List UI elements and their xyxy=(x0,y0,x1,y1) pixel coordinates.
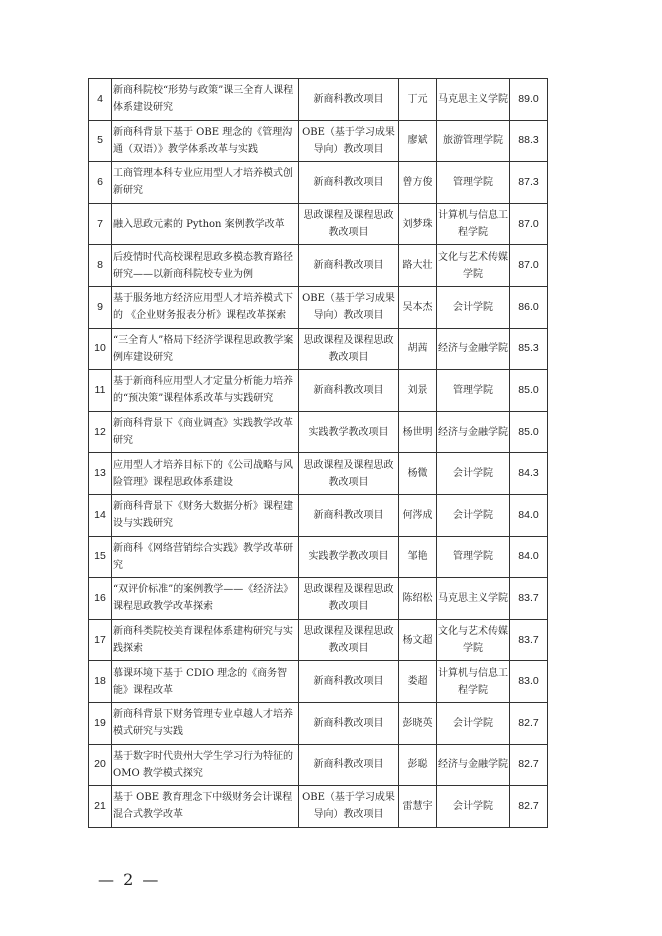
project-title: 融入思政元素的 Python 案例教学改革 xyxy=(112,203,299,245)
score: 84.0 xyxy=(510,536,548,578)
project-leader: 杨世明 xyxy=(399,411,437,453)
project-type: 新商科教改项目 xyxy=(299,744,399,786)
college-name: 文化与艺术传媒学院 xyxy=(437,245,510,287)
score: 82.7 xyxy=(510,786,548,828)
table-row xyxy=(89,328,548,370)
row-number: 4 xyxy=(89,79,112,121)
score: 86.0 xyxy=(510,286,548,328)
project-title: 新商科背景下财务管理专业卓越人才培养模式研究与实践 xyxy=(112,702,299,744)
project-title: 新商科《网络营销综合实践》教学改革研究 xyxy=(112,536,299,578)
table-row xyxy=(89,536,548,578)
project-type: 新商科教改项目 xyxy=(299,370,399,412)
project-title: “三全育人”格局下经济学课程思政教学案例库建设研究 xyxy=(112,328,299,370)
table-row xyxy=(89,120,548,162)
table-row xyxy=(89,245,548,287)
college-name: 马克思主义学院 xyxy=(437,578,510,620)
college-name: 会计学院 xyxy=(437,494,510,536)
row-number: 18 xyxy=(89,661,112,703)
project-leader: 廖斌 xyxy=(399,120,437,162)
score: 83.7 xyxy=(510,619,548,661)
score: 89.0 xyxy=(510,79,548,121)
project-type: 实践教学教改项目 xyxy=(299,536,399,578)
college-name: 管理学院 xyxy=(437,162,510,204)
project-table-body xyxy=(89,79,548,828)
score: 84.0 xyxy=(510,494,548,536)
row-number: 5 xyxy=(89,120,112,162)
project-title: 基于新商科应用型人才定量分析能力培养的“预决策”课程体系改革与实践研究 xyxy=(112,370,299,412)
project-leader: 杨微 xyxy=(399,453,437,495)
project-leader: 路大壮 xyxy=(399,245,437,287)
row-number: 19 xyxy=(89,702,112,744)
project-type: 新商科教改项目 xyxy=(299,702,399,744)
project-title: 新商科背景下《财务大数据分析》课程建设与实践研究 xyxy=(112,494,299,536)
score: 85.3 xyxy=(510,328,548,370)
project-type: 新商科教改项目 xyxy=(299,79,399,121)
project-leader: 娄超 xyxy=(399,661,437,703)
table-row xyxy=(89,162,548,204)
project-type: 思政课程及课程思政教改项目 xyxy=(299,578,399,620)
table-row xyxy=(89,370,548,412)
college-name: 会计学院 xyxy=(437,453,510,495)
row-number: 6 xyxy=(89,162,112,204)
row-number: 13 xyxy=(89,453,112,495)
project-title: 基于数字时代贵州大学生学习行为特征的OMO 教学模式探究 xyxy=(112,744,299,786)
row-number: 21 xyxy=(89,786,112,828)
college-name: 马克思主义学院 xyxy=(437,79,510,121)
project-title: 慕课环境下基于 CDIO 理念的《商务智能》课程改革 xyxy=(112,661,299,703)
project-title: 新商科背景下《商业调查》实践教学改革研究 xyxy=(112,411,299,453)
college-name: 文化与艺术传媒学院 xyxy=(437,619,510,661)
project-leader: 邹艳 xyxy=(399,536,437,578)
row-number: 7 xyxy=(89,203,112,245)
score: 87.0 xyxy=(510,203,548,245)
score: 85.0 xyxy=(510,370,548,412)
project-leader: 刘景 xyxy=(399,370,437,412)
project-type: 思政课程及课程思政教改项目 xyxy=(299,453,399,495)
project-leader: 曾方俊 xyxy=(399,162,437,204)
project-type: 思政课程及课程思政教改项目 xyxy=(299,328,399,370)
project-leader: 胡茜 xyxy=(399,328,437,370)
row-number: 8 xyxy=(89,245,112,287)
project-type: 新商科教改项目 xyxy=(299,245,399,287)
row-number: 17 xyxy=(89,619,112,661)
college-name: 旅游管理学院 xyxy=(437,120,510,162)
project-title: “双评价标准”的案例教学——《经济法》课程思政教学改革探索 xyxy=(112,578,299,620)
row-number: 12 xyxy=(89,411,112,453)
row-number: 20 xyxy=(89,744,112,786)
project-type: 新商科教改项目 xyxy=(299,494,399,536)
college-name: 经济与金融学院 xyxy=(437,328,510,370)
project-title: 应用型人才培养目标下的《公司战略与风险管理》课程思政体系建设 xyxy=(112,453,299,495)
page-number: — 2 — xyxy=(98,870,161,889)
row-number: 15 xyxy=(89,536,112,578)
score: 88.3 xyxy=(510,120,548,162)
college-name: 会计学院 xyxy=(437,786,510,828)
row-number: 11 xyxy=(89,370,112,412)
row-number: 10 xyxy=(89,328,112,370)
project-type: OBE（基于学习成果导向）教改项目 xyxy=(299,786,399,828)
project-leader: 彭晓英 xyxy=(399,702,437,744)
project-type: 新商科教改项目 xyxy=(299,162,399,204)
score: 85.0 xyxy=(510,411,548,453)
table-row xyxy=(89,494,548,536)
table-row xyxy=(89,744,548,786)
project-title: 基于服务地方经济应用型人才培养模式下的 《企业财务报表分析》课程改革探索 xyxy=(112,286,299,328)
project-table xyxy=(88,78,548,828)
score: 83.7 xyxy=(510,578,548,620)
project-leader: 刘梦珠 xyxy=(399,203,437,245)
project-leader: 吴本杰 xyxy=(399,286,437,328)
table-row xyxy=(89,411,548,453)
project-type: 实践教学教改项目 xyxy=(299,411,399,453)
row-number: 9 xyxy=(89,286,112,328)
college-name: 管理学院 xyxy=(437,536,510,578)
college-name: 经济与金融学院 xyxy=(437,744,510,786)
project-type: 思政课程及课程思政教改项目 xyxy=(299,203,399,245)
college-name: 计算机与信息工程学院 xyxy=(437,203,510,245)
table-row xyxy=(89,661,548,703)
project-leader: 杨文超 xyxy=(399,619,437,661)
table-row xyxy=(89,578,548,620)
score: 82.7 xyxy=(510,744,548,786)
table-row xyxy=(89,702,548,744)
college-name: 管理学院 xyxy=(437,370,510,412)
project-title: 新商科院校“形势与政策”课三全育人课程体系建设研究 xyxy=(112,79,299,121)
project-type: OBE（基于学习成果导向）教改项目 xyxy=(299,120,399,162)
score: 87.3 xyxy=(510,162,548,204)
project-leader: 何涔成 xyxy=(399,494,437,536)
table-row xyxy=(89,619,548,661)
project-title: 工商管理本科专业应用型人才培养模式创新研究 xyxy=(112,162,299,204)
project-title: 后疫情时代高校课程思政多模态教育路径研究——以新商科院校专业为例 xyxy=(112,245,299,287)
project-title: 新商科类院校美育课程体系建构研究与实践探索 xyxy=(112,619,299,661)
table-row xyxy=(89,79,548,121)
project-type: 新商科教改项目 xyxy=(299,661,399,703)
college-name: 会计学院 xyxy=(437,286,510,328)
row-number: 16 xyxy=(89,578,112,620)
college-name: 经济与金融学院 xyxy=(437,411,510,453)
table-row xyxy=(89,286,548,328)
project-title: 新商科背景下基于 OBE 理念的《管理沟通（双语）》教学体系改革与实践 xyxy=(112,120,299,162)
score: 87.0 xyxy=(510,245,548,287)
college-name: 计算机与信息工程学院 xyxy=(437,661,510,703)
project-title: 基于 OBE 教育理念下中级财务会计课程混合式教学改革 xyxy=(112,786,299,828)
project-type: OBE（基于学习成果导向）教改项目 xyxy=(299,286,399,328)
table-row xyxy=(89,203,548,245)
project-leader: 雷慧宇 xyxy=(399,786,437,828)
project-leader: 丁元 xyxy=(399,79,437,121)
table-row xyxy=(89,786,548,828)
score: 83.0 xyxy=(510,661,548,703)
project-type: 思政课程及课程思政教改项目 xyxy=(299,619,399,661)
project-leader: 彭聪 xyxy=(399,744,437,786)
row-number: 14 xyxy=(89,494,112,536)
college-name: 会计学院 xyxy=(437,702,510,744)
score: 84.3 xyxy=(510,453,548,495)
score: 82.7 xyxy=(510,702,548,744)
project-leader: 陈绍松 xyxy=(399,578,437,620)
table-row xyxy=(89,453,548,495)
